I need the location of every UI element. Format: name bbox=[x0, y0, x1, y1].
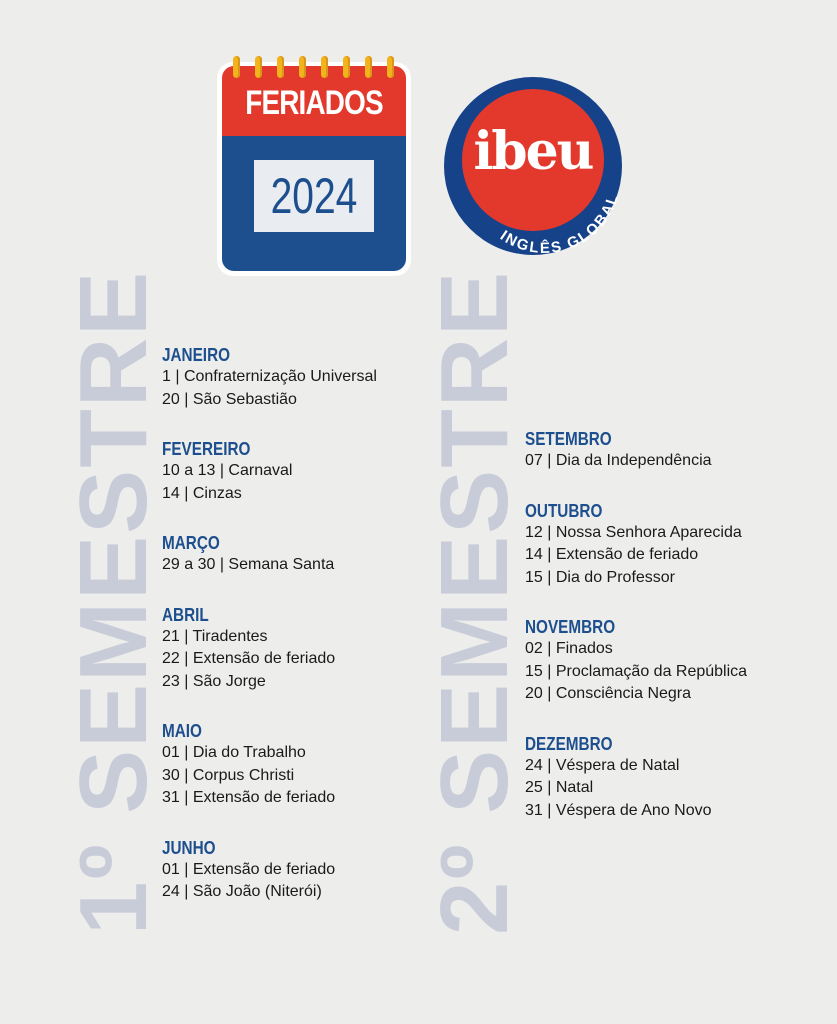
month-group-marco bbox=[162, 532, 377, 577]
semester-1-label: 1º SEMESTRE bbox=[60, 269, 167, 935]
holiday-item: 12 | Nossa Senhora Aparecida bbox=[525, 523, 742, 541]
month-title: DEZEMBRO bbox=[525, 733, 613, 754]
holiday-item: 23 | São Jorge bbox=[162, 672, 266, 690]
month-title: NOVEMBRO bbox=[525, 617, 616, 637]
month-title: JANEIRO bbox=[162, 345, 231, 365]
month-group-fevereiro bbox=[162, 438, 377, 505]
holiday-item: 30 | Corpus Christi bbox=[162, 766, 295, 784]
month-group-novembro bbox=[525, 616, 747, 706]
month-title: ABRIL bbox=[162, 604, 209, 625]
calendar-title: FERIADOS bbox=[245, 84, 383, 122]
semester-2-list bbox=[525, 428, 747, 849]
month-group-setembro bbox=[525, 428, 747, 473]
holiday-item: 24 | Véspera de Natal bbox=[525, 756, 680, 774]
month-title: OUTUBRO bbox=[525, 500, 603, 521]
month-group-maio bbox=[162, 720, 377, 810]
holiday-item: 24 | São João (Niterói) bbox=[162, 883, 322, 900]
holiday-item: 10 a 13 | Carnaval bbox=[162, 462, 293, 479]
logo-tagline: INGLÊS GLOBAL bbox=[496, 190, 622, 255]
month-title: JUNHO bbox=[162, 837, 216, 858]
holiday-item: 1 | Confraternização Universal bbox=[162, 368, 377, 385]
logo-brand: ibeu bbox=[473, 121, 593, 182]
svg-text:INGLÊS GLOBAL bbox=[497, 191, 622, 255]
holiday-item: 20 | São Sebastião bbox=[162, 390, 297, 408]
holiday-item: 02 | Finados bbox=[525, 640, 613, 657]
calendar-year: 2024 bbox=[270, 168, 358, 224]
calendar-ring-icon bbox=[299, 56, 306, 78]
month-title: FEVEREIRO bbox=[162, 439, 251, 459]
calendar-ring-icon bbox=[233, 56, 240, 78]
semester-2-label: 2º SEMESTRE bbox=[421, 269, 528, 935]
holiday-item: 14 | Cinzas bbox=[162, 484, 242, 502]
holiday-item: 07 | Dia da Independência bbox=[525, 452, 712, 469]
month-title: MARÇO bbox=[162, 533, 220, 553]
month-title: MAIO bbox=[162, 721, 202, 741]
logo-tagline-ring bbox=[444, 77, 622, 255]
calendar-graphic bbox=[217, 56, 411, 276]
calendar-year-box bbox=[254, 160, 374, 232]
holiday-item: 31 | Extensão de feriado bbox=[162, 789, 336, 806]
holiday-item: 01 | Extensão de feriado bbox=[162, 860, 336, 878]
semester-1-list bbox=[162, 344, 377, 931]
holiday-item: 21 | Tiradentes bbox=[162, 627, 268, 645]
calendar-ring-icon bbox=[255, 56, 262, 78]
month-group-abril bbox=[162, 604, 377, 694]
calendar-ring-icon bbox=[343, 56, 350, 78]
holiday-item: 20 | Consciência Negra bbox=[525, 685, 692, 702]
month-group-outubro bbox=[525, 500, 747, 590]
ibeu-logo bbox=[444, 77, 622, 255]
holiday-item: 01 | Dia do Trabalho bbox=[162, 744, 306, 761]
month-title: SETEMBRO bbox=[525, 429, 612, 449]
holiday-item: 29 a 30 | Semana Santa bbox=[162, 556, 335, 573]
calendar-ring-icon bbox=[321, 56, 328, 78]
holiday-item: 15 | Dia do Professor bbox=[525, 568, 676, 586]
holiday-item: 14 | Extensão de feriado bbox=[525, 546, 699, 563]
month-group-junho bbox=[162, 837, 377, 904]
holiday-item: 31 | Véspera de Ano Novo bbox=[525, 801, 712, 819]
holiday-item: 25 | Natal bbox=[525, 779, 594, 796]
calendar-ring-icon bbox=[365, 56, 372, 78]
calendar-ring-icon bbox=[387, 56, 394, 78]
holiday-item: 15 | Proclamação da República bbox=[525, 662, 748, 680]
calendar-ring-icon bbox=[277, 56, 284, 78]
month-group-dezembro bbox=[525, 733, 747, 823]
month-group-janeiro bbox=[162, 344, 377, 411]
holiday-item: 22 | Extensão de feriado bbox=[162, 650, 336, 667]
